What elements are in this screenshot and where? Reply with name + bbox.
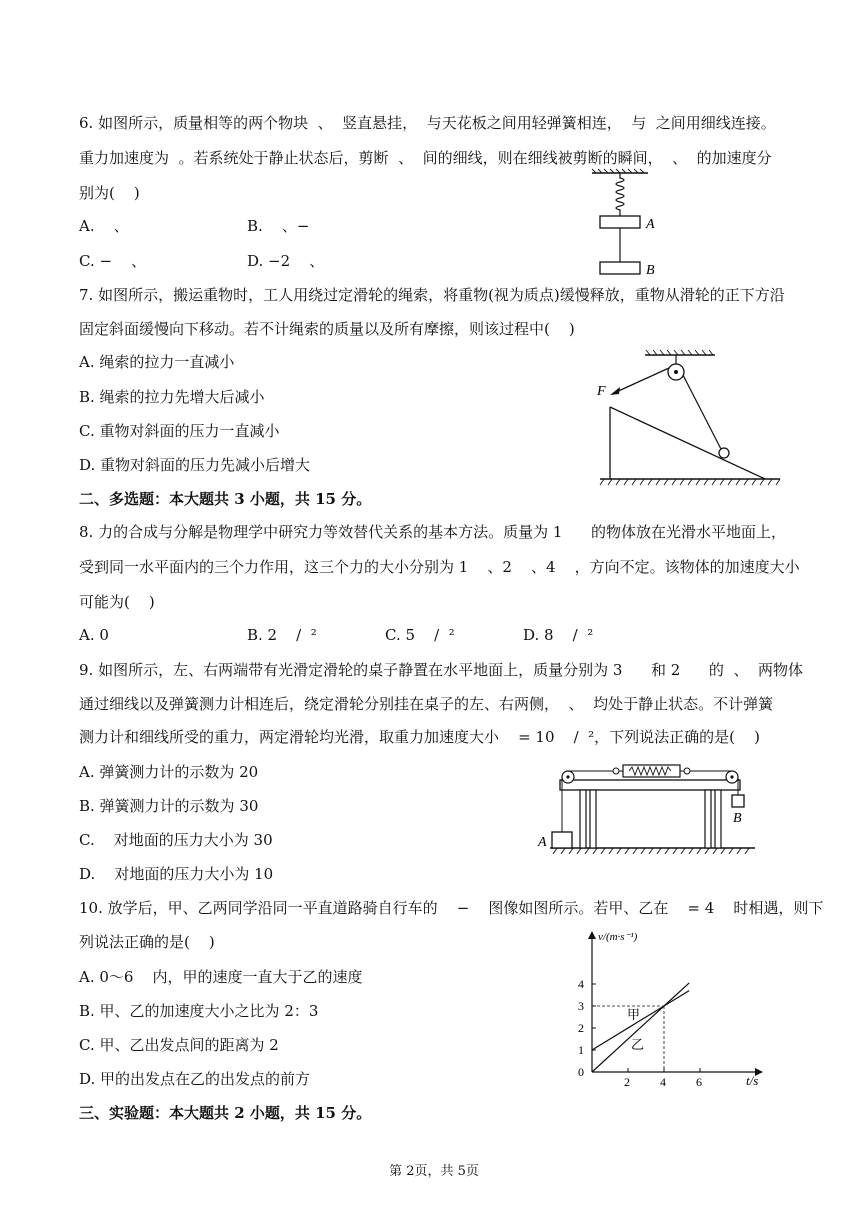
q8-option-d: D. 8 / ² xyxy=(523,626,594,644)
q6-option-c: C. − 、 xyxy=(79,252,147,270)
q9-figure-label-a: A xyxy=(538,835,547,850)
q9-stem-line3: 测力计和细线所受的重力，两定滑轮均光滑，取重力加速度大小 = 10 / ²，下列说法正确的是( ) xyxy=(79,728,760,746)
series-label-jia: 甲 xyxy=(627,1007,641,1022)
x-tick-label: 6 xyxy=(696,1075,702,1089)
q10-vt-graph xyxy=(565,925,780,1090)
q6-option-b: B. 、− xyxy=(247,217,310,235)
y-tick-label: 4 xyxy=(578,977,584,991)
q9-stem-line2: 通过细线以及弹簧测力计相连后，绕定滑轮分别挂在桌子的左、右两侧， 、 均处于静止状态。不计弹簧 xyxy=(79,695,774,713)
q7-option-a: A. 绳索的拉力一直减小 xyxy=(79,353,235,371)
q6-stem-line2: 重力加速度为 。若系统处于静止状态后，剪断 、 间的细线，则在细线被剪断的瞬间， 、 的加速度分 xyxy=(79,149,772,167)
q6-stem-line3: 别为( ) xyxy=(79,184,140,202)
q10-option-b: B. 甲、乙的加速度大小之比为 2：3 xyxy=(79,1002,319,1020)
series-label-yi: 乙 xyxy=(631,1037,645,1052)
q6-option-d: D. −2 、 xyxy=(247,252,325,270)
q9-option-a: A. 弹簧测力计的示数为 20 xyxy=(79,763,259,781)
q8-option-c: C. 5 / ² xyxy=(385,626,455,644)
q7-option-d: D. 重物对斜面的压力先减小后增大 xyxy=(79,456,311,474)
q9-figure-label-b: B xyxy=(733,811,742,826)
q9-option-b: B. 弹簧测力计的示数为 30 xyxy=(79,797,259,815)
section-heading-experiment: 三、实验题：本大题共 2 小题，共 15 分。 xyxy=(79,1104,372,1122)
section-heading-multiple-choice: 二、多选题：本大题共 3 小题，共 15 分。 xyxy=(79,490,372,508)
y-tick-label: 2 xyxy=(578,1021,584,1035)
q8-stem-line1: 8. 力的合成与分解是物理学中研究力等效替代关系的基本方法。质量为 1 的物体放在光滑水平地面上， xyxy=(79,523,787,541)
q10-option-a: A. 0～6 内，甲的速度一直大于乙的速度 xyxy=(79,968,363,986)
q6-option-a: A. 、 xyxy=(79,217,129,235)
y-tick-label: 3 xyxy=(578,999,584,1013)
q8-option-a: A. 0 xyxy=(79,626,109,644)
q6-figure-label-a: A xyxy=(646,217,655,232)
y-tick-label: 1 xyxy=(578,1043,584,1057)
q9-option-d: D. 对地面的压力大小为 10 xyxy=(79,865,274,883)
q8-stem-line2: 受到同一水平面内的三个力作用，这三个力的大小分别为 1 、2 、4 ，方向不定。该物体的加速度大小 xyxy=(79,558,800,576)
q10-option-d: D. 甲的出发点在乙的出发点的前方 xyxy=(79,1070,311,1088)
q10-stem-line2: 列说法正确的是( ) xyxy=(79,933,215,951)
y-tick-label: 0 xyxy=(578,1065,584,1079)
q9-figure-table-pulleys xyxy=(535,760,760,860)
page-footer: 第 2页，共 5页 xyxy=(389,1164,479,1179)
x-tick-label: 2 xyxy=(624,1075,630,1089)
q7-option-c: C. 重物对斜面的压力一直减小 xyxy=(79,422,280,440)
q8-option-b: B. 2 / ² xyxy=(247,626,317,644)
q10-stem-line1: 10. 放学后，甲、乙两同学沿同一平直道路骑自行车的 − 图像如图所示。若甲、乙在 = 4 时相遇，则下 xyxy=(79,899,824,917)
y-axis-label: v/(m·s⁻¹) xyxy=(598,931,638,943)
q9-stem-line1: 9. 如图所示，左、右两端带有光滑定滑轮的桌子静置在水平地面上，质量分别为 3 和 2 的 、 两物体 xyxy=(79,661,803,679)
q9-option-c: C. 对地面的压力大小为 30 xyxy=(79,831,273,849)
q6-stem-line1: 6. 如图所示，质量相等的两个物块 、 竖直悬挂， 与天花板之间用轻弹簧相连， 与 之间用细线连接。 xyxy=(79,114,776,132)
q7-figure-pulley-incline xyxy=(590,345,785,490)
q7-stem-line2: 固定斜面缓慢向下移动。若不计绳索的质量以及所有摩擦，则该过程中( ) xyxy=(79,320,575,338)
q6-figure-spring-blocks xyxy=(590,168,670,278)
q7-figure-label-f: F xyxy=(597,384,606,399)
q7-option-b: B. 绳索的拉力先增大后减小 xyxy=(79,388,265,406)
q10-option-c: C. 甲、乙出发点间的距离为 2 xyxy=(79,1036,279,1054)
x-tick-label: 4 xyxy=(660,1075,666,1089)
q7-stem-line1: 7. 如图所示，搬运重物时，工人用绕过定滑轮的绳索，将重物(视为质点)缓慢释放，重物从滑轮的正下方沿 xyxy=(79,286,785,304)
q6-figure-label-b: B xyxy=(646,263,655,278)
q8-stem-line3: 可能为( ) xyxy=(79,593,155,611)
y-axis-arrow-icon xyxy=(588,931,596,939)
x-axis-label: t/s xyxy=(746,1073,759,1088)
series-line-yi xyxy=(592,983,689,1072)
